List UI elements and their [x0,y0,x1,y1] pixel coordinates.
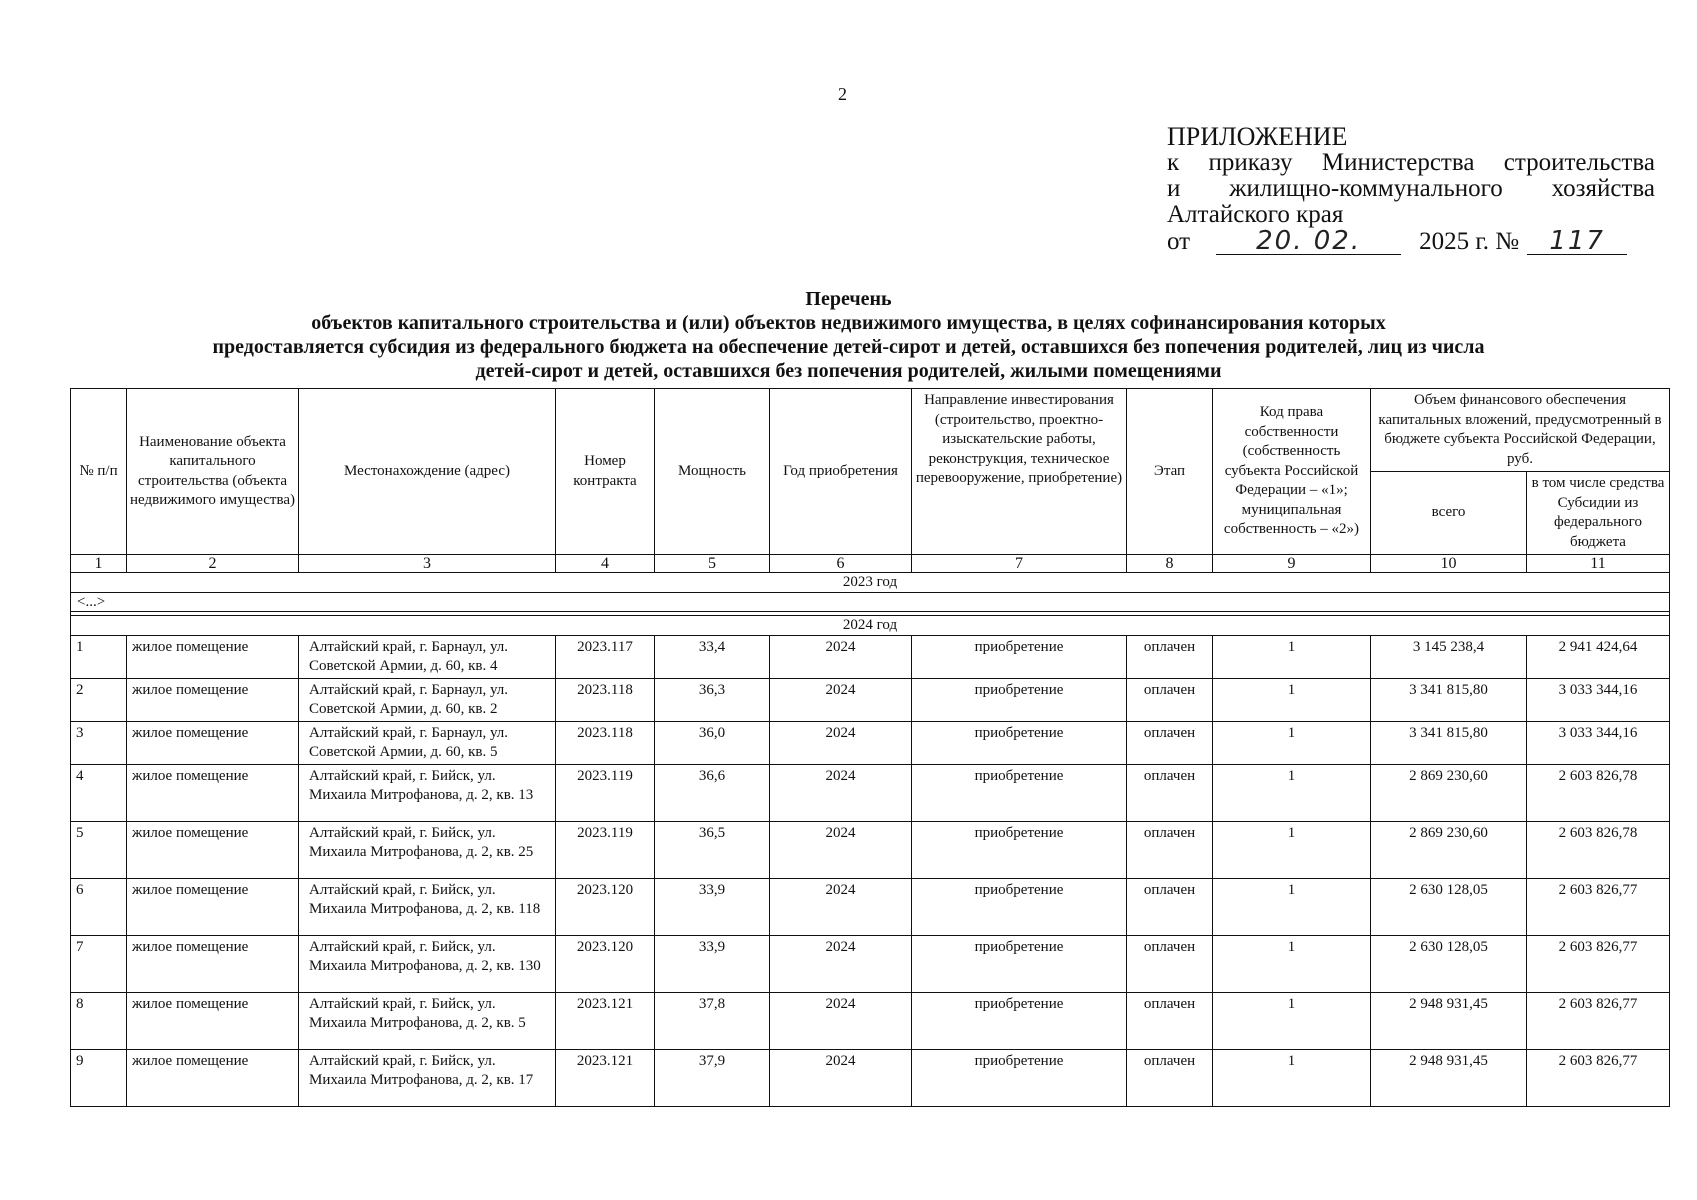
cell-address: Алтайский край, г. Бийск, ул. Михаила Митрофанова, д. 2, кв. 118 [299,879,556,936]
cell-contract: 2023.121 [556,993,655,1050]
table-row [71,722,1670,765]
title-line-2: объектов капитального строительства и (или) объектов недвижимого имущества, в целях софинансирования которых [311,312,1386,334]
cell-direction: приобретение [912,936,1127,993]
cell-address: Алтайский край, г. Бийск, ул. Михаила Митрофанова, д. 2, кв. 5 [299,993,556,1050]
cell-direction: приобретение [912,879,1127,936]
cell-contract: 2023.117 [556,636,655,679]
year-2024-label: 2024 год [71,616,1670,636]
header-address: Местонахождение (адрес) [299,389,556,555]
cell-direction: приобретение [912,822,1127,879]
cell-total: 3 341 815,80 [1371,679,1527,722]
header-capacity: Мощность [655,389,770,555]
cell-federal: 2 603 826,77 [1527,1050,1670,1107]
column-number: 4 [556,555,655,573]
header-year: Год приобретения [770,389,912,555]
cell-total: 3 145 238,4 [1371,636,1527,679]
cell-total: 2 630 128,05 [1371,879,1527,936]
cell-code: 1 [1213,765,1371,822]
cell-year: 2024 [770,1050,912,1107]
cell-code: 1 [1213,722,1371,765]
cell-address: Алтайский край, г. Барнаул, ул. Советской Армии, д. 60, кв. 4 [299,636,556,679]
header-contract: Номер контракта [556,389,655,555]
cell-year: 2024 [770,822,912,879]
cell-name: жилое помещение [127,679,299,722]
cell-capacity: 37,8 [655,993,770,1050]
appendix-block [1167,124,1655,255]
table-row [71,879,1670,936]
cell-capacity: 37,9 [655,1050,770,1107]
cell-capacity: 36,6 [655,765,770,822]
cell-year: 2024 [770,722,912,765]
cell-total: 2 869 230,60 [1371,765,1527,822]
cell-federal: 2 603 826,77 [1527,993,1670,1050]
order-number: 117 [1527,228,1627,255]
year-2024-row [71,616,1670,636]
cell-capacity: 36,5 [655,822,770,879]
cell-stage: оплачен [1127,993,1213,1050]
cell-name: жилое помещение [127,722,299,765]
cell-direction: приобретение [912,1050,1127,1107]
cell-code: 1 [1213,636,1371,679]
column-number: 7 [912,555,1127,573]
table-row [71,636,1670,679]
table-row [71,765,1670,822]
cell-num: 1 [71,636,127,679]
cell-capacity: 33,9 [655,879,770,936]
cell-address: Алтайский край, г. Бийск, ул. Михаила Митрофанова, д. 2, кв. 17 [299,1050,556,1107]
cell-stage: оплачен [1127,722,1213,765]
cell-code: 1 [1213,936,1371,993]
cell-federal: 2 603 826,78 [1527,822,1670,879]
appendix-line-2: и жилищно-коммунального хозяйства [1167,175,1655,202]
cell-stage: оплачен [1127,936,1213,993]
appendix-date-line [1167,228,1655,255]
header-num: № п/п [71,389,127,555]
header-finance: Объем финансового обеспечения капитальных вложений, предусмотренный в бюджете субъекта Российской Федерации, руб. [1371,389,1670,472]
cell-name: жилое помещение [127,879,299,936]
cell-name: жилое помещение [127,993,299,1050]
cell-federal: 2 603 826,77 [1527,936,1670,993]
header-name: Наименование объекта капитального строительства (объекта недвижимого имущества) [127,389,299,555]
cell-total: 3 341 815,80 [1371,722,1527,765]
cell-contract: 2023.118 [556,679,655,722]
header-direction: Направление инвестирования (строительство, проектно-изыскательские работы, реконструкция, техническое перевооружение, приобретение) [912,389,1127,555]
cell-contract: 2023.118 [556,722,655,765]
cell-stage: оплачен [1127,765,1213,822]
table-row [71,822,1670,879]
appendix-line-1: к приказу Министерства строительства [1167,149,1655,176]
cell-stage: оплачен [1127,822,1213,879]
table-row [71,679,1670,722]
title-line-4: детей-сирот и детей, оставшихся без попечения родителей, жилыми помещениями [475,360,1222,382]
cell-name: жилое помещение [127,1050,299,1107]
cell-year: 2024 [770,679,912,722]
document-title [60,287,1637,383]
header-stage: Этап [1127,389,1213,555]
cell-code: 1 [1213,822,1371,879]
cell-direction: приобретение [912,722,1127,765]
cell-total: 2 630 128,05 [1371,936,1527,993]
cell-federal: 3 033 344,16 [1527,722,1670,765]
year-2023-row [71,573,1670,593]
header-federal: в том числе средства Субсидии из федерального бюджета [1527,472,1670,555]
cell-stage: оплачен [1127,879,1213,936]
column-number: 3 [299,555,556,573]
cell-num: 3 [71,722,127,765]
cell-name: жилое помещение [127,822,299,879]
cell-contract: 2023.120 [556,879,655,936]
cell-num: 7 [71,936,127,993]
column-number: 2 [127,555,299,573]
cell-name: жилое помещение [127,765,299,822]
cell-num: 2 [71,679,127,722]
objects-table [70,388,1670,1107]
year-2023-label: 2023 год [71,573,1670,593]
ellipsis-label: <...> [71,593,1670,612]
header-row-1 [71,389,1670,472]
cell-year: 2024 [770,636,912,679]
cell-federal: 3 033 344,16 [1527,679,1670,722]
page-number: 2 [838,84,847,104]
column-number: 10 [1371,555,1527,573]
column-number: 6 [770,555,912,573]
table-row [71,936,1670,993]
cell-direction: приобретение [912,765,1127,822]
cell-address: Алтайский край, г. Бийск, ул. Михаила Митрофанова, д. 2, кв. 13 [299,765,556,822]
cell-federal: 2 603 826,78 [1527,765,1670,822]
cell-contract: 2023.119 [556,822,655,879]
cell-capacity: 33,4 [655,636,770,679]
column-numbers-row [71,555,1670,573]
cell-capacity: 36,3 [655,679,770,722]
cell-contract: 2023.121 [556,1050,655,1107]
cell-name: жилое помещение [127,936,299,993]
cell-code: 1 [1213,879,1371,936]
table-row [71,993,1670,1050]
cell-code: 1 [1213,679,1371,722]
cell-capacity: 33,9 [655,936,770,993]
cell-contract: 2023.120 [556,936,655,993]
cell-stage: оплачен [1127,1050,1213,1107]
cell-stage: оплачен [1127,679,1213,722]
appendix-line-3: Алтайского края [1167,201,1344,228]
table-row [71,1050,1670,1107]
cell-num: 8 [71,993,127,1050]
cell-year: 2024 [770,993,912,1050]
cell-code: 1 [1213,1050,1371,1107]
column-number: 8 [1127,555,1213,573]
cell-address: Алтайский край, г. Бийск, ул. Михаила Митрофанова, д. 2, кв. 25 [299,822,556,879]
cell-num: 5 [71,822,127,879]
appendix-heading: ПРИЛОЖЕНИЕ [1167,122,1348,151]
cell-address: Алтайский край, г. Барнаул, ул. Советской Армии, д. 60, кв. 5 [299,722,556,765]
date-value: 20. 02. [1216,228,1401,255]
cell-year: 2024 [770,879,912,936]
column-number: 5 [655,555,770,573]
column-number: 9 [1213,555,1371,573]
cell-address: Алтайский край, г. Барнаул, ул. Советской Армии, д. 60, кв. 2 [299,679,556,722]
year-number-label: 2025 г. № [1419,228,1520,255]
cell-federal: 2 941 424,64 [1527,636,1670,679]
title-line-1: Перечень [805,288,892,310]
cell-num: 9 [71,1050,127,1107]
cell-capacity: 36,0 [655,722,770,765]
cell-num: 6 [71,879,127,936]
cell-direction: приобретение [912,993,1127,1050]
cell-direction: приобретение [912,679,1127,722]
cell-contract: 2023.119 [556,765,655,822]
cell-code: 1 [1213,993,1371,1050]
ellipsis-row [71,593,1670,612]
cell-stage: оплачен [1127,636,1213,679]
title-line-3: предоставляется субсидия из федерального бюджета на обеспечение детей-сирот и детей, оставшихся без попечения родителей, лиц из числа [212,336,1485,358]
date-prefix: от [1167,228,1191,255]
column-number: 11 [1527,555,1670,573]
cell-direction: приобретение [912,636,1127,679]
cell-address: Алтайский край, г. Бийск, ул. Михаила Митрофанова, д. 2, кв. 130 [299,936,556,993]
cell-year: 2024 [770,765,912,822]
column-number: 1 [71,555,127,573]
cell-federal: 2 603 826,77 [1527,879,1670,936]
header-total: всего [1371,472,1527,555]
header-ownership: Код права собственности (собственность субъекта Российской Федерации – «1»; муниципальная собственность – «2») [1213,389,1371,555]
cell-year: 2024 [770,936,912,993]
cell-name: жилое помещение [127,636,299,679]
cell-total: 2 948 931,45 [1371,993,1527,1050]
cell-total: 2 948 931,45 [1371,1050,1527,1107]
cell-total: 2 869 230,60 [1371,822,1527,879]
cell-num: 4 [71,765,127,822]
